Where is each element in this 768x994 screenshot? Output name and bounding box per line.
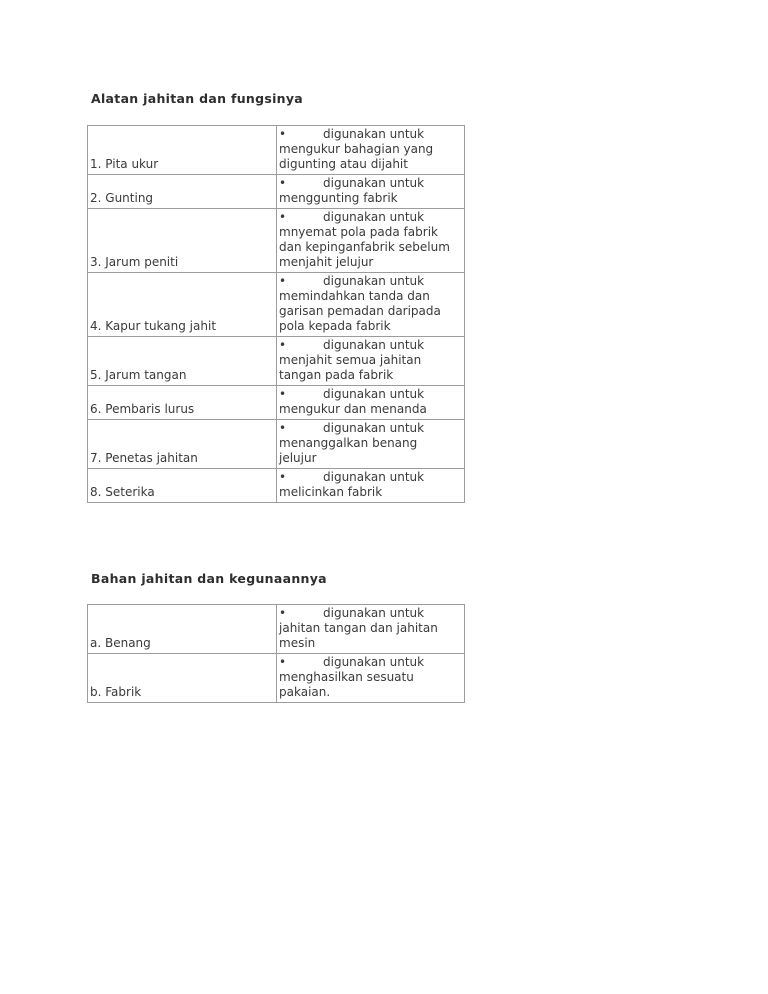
bullet-icon: • xyxy=(279,127,287,141)
item-description xyxy=(277,126,465,175)
item-name: 6. Pembaris lurus xyxy=(88,386,277,420)
table-row xyxy=(88,386,465,420)
description-line: mengukur dan menanda xyxy=(279,402,427,416)
description-lead: digunakan untuk xyxy=(323,387,425,401)
description-line: menjahit semua jahitan xyxy=(279,353,422,367)
description-lead: digunakan untuk xyxy=(323,421,425,435)
table-row xyxy=(88,605,465,654)
bullet-icon: • xyxy=(279,387,287,401)
description-lead: digunakan untuk xyxy=(323,338,425,352)
description-line: pakaian. xyxy=(279,685,331,699)
item-description xyxy=(277,469,465,503)
item-name: 1. Pita ukur xyxy=(88,126,277,175)
description-lead: digunakan untuk xyxy=(323,470,425,484)
bullet-icon: • xyxy=(279,655,287,669)
description-line: tangan pada fabrik xyxy=(279,368,394,382)
description-line: digunting atau dijahit xyxy=(279,157,408,171)
description-line: jelujur xyxy=(279,451,317,465)
item-name: 3. Jarum peniti xyxy=(88,209,277,273)
table-row xyxy=(88,337,465,386)
bullet-icon: • xyxy=(279,210,287,224)
description-lead: digunakan untuk xyxy=(323,655,425,669)
table-row xyxy=(88,175,465,209)
description-line: melicinkan fabrik xyxy=(279,485,383,499)
item-name: b. Fabrik xyxy=(88,654,277,703)
bullet-icon: • xyxy=(279,421,287,435)
description-line: jahitan tangan dan jahitan xyxy=(279,621,438,635)
description-first-line xyxy=(279,274,462,289)
description-first-line xyxy=(279,210,462,225)
item-description xyxy=(277,386,465,420)
section-title-tools: Alatan jahitan dan fungsinya xyxy=(91,91,304,106)
item-description xyxy=(277,273,465,337)
item-description xyxy=(277,175,465,209)
item-description xyxy=(277,654,465,703)
description-first-line xyxy=(279,655,462,670)
item-name: 8. Seterika xyxy=(88,469,277,503)
description-first-line xyxy=(279,338,462,353)
description-line: mengukur bahagian yang xyxy=(279,142,434,156)
table-row xyxy=(88,209,465,273)
item-name: 4. Kapur tukang jahit xyxy=(88,273,277,337)
description-line: mesin xyxy=(279,636,316,650)
description-lead: digunakan untuk xyxy=(323,210,425,224)
item-name: 7. Penetas jahitan xyxy=(88,420,277,469)
tools-table xyxy=(87,125,465,503)
description-line: menjahit jelujur xyxy=(279,255,374,269)
table-row xyxy=(88,420,465,469)
item-name: 2. Gunting xyxy=(88,175,277,209)
description-lead: digunakan untuk xyxy=(323,127,425,141)
description-line: memindahkan tanda dan xyxy=(279,289,430,303)
description-line: garisan pemadan daripada xyxy=(279,304,441,318)
description-first-line xyxy=(279,606,462,621)
description-lead: digunakan untuk xyxy=(323,606,425,620)
table-row xyxy=(88,126,465,175)
bullet-icon: • xyxy=(279,274,287,288)
description-first-line xyxy=(279,421,462,436)
description-lead: digunakan untuk xyxy=(323,176,425,190)
item-description xyxy=(277,420,465,469)
bullet-icon: • xyxy=(279,606,287,620)
description-line: mnyemat pola pada fabrik xyxy=(279,225,438,239)
materials-table xyxy=(87,604,465,703)
bullet-icon: • xyxy=(279,338,287,352)
description-line: menghasilkan sesuatu xyxy=(279,670,414,684)
description-line: dan kepinganfabrik sebelum xyxy=(279,240,450,254)
description-lead: digunakan untuk xyxy=(323,274,425,288)
table-row xyxy=(88,273,465,337)
bullet-icon: • xyxy=(279,176,287,190)
description-first-line xyxy=(279,176,462,191)
table-row xyxy=(88,654,465,703)
description-first-line xyxy=(279,127,462,142)
item-description xyxy=(277,605,465,654)
item-description xyxy=(277,209,465,273)
table-row xyxy=(88,469,465,503)
description-first-line xyxy=(279,387,462,402)
section-title-materials: Bahan jahitan dan kegunaannya xyxy=(91,571,327,586)
description-first-line xyxy=(279,470,462,485)
item-name: a. Benang xyxy=(88,605,277,654)
description-line: pola kepada fabrik xyxy=(279,319,391,333)
item-description xyxy=(277,337,465,386)
description-line: menggunting fabrik xyxy=(279,191,398,205)
item-name: 5. Jarum tangan xyxy=(88,337,277,386)
bullet-icon: • xyxy=(279,470,287,484)
description-line: menanggalkan benang xyxy=(279,436,418,450)
